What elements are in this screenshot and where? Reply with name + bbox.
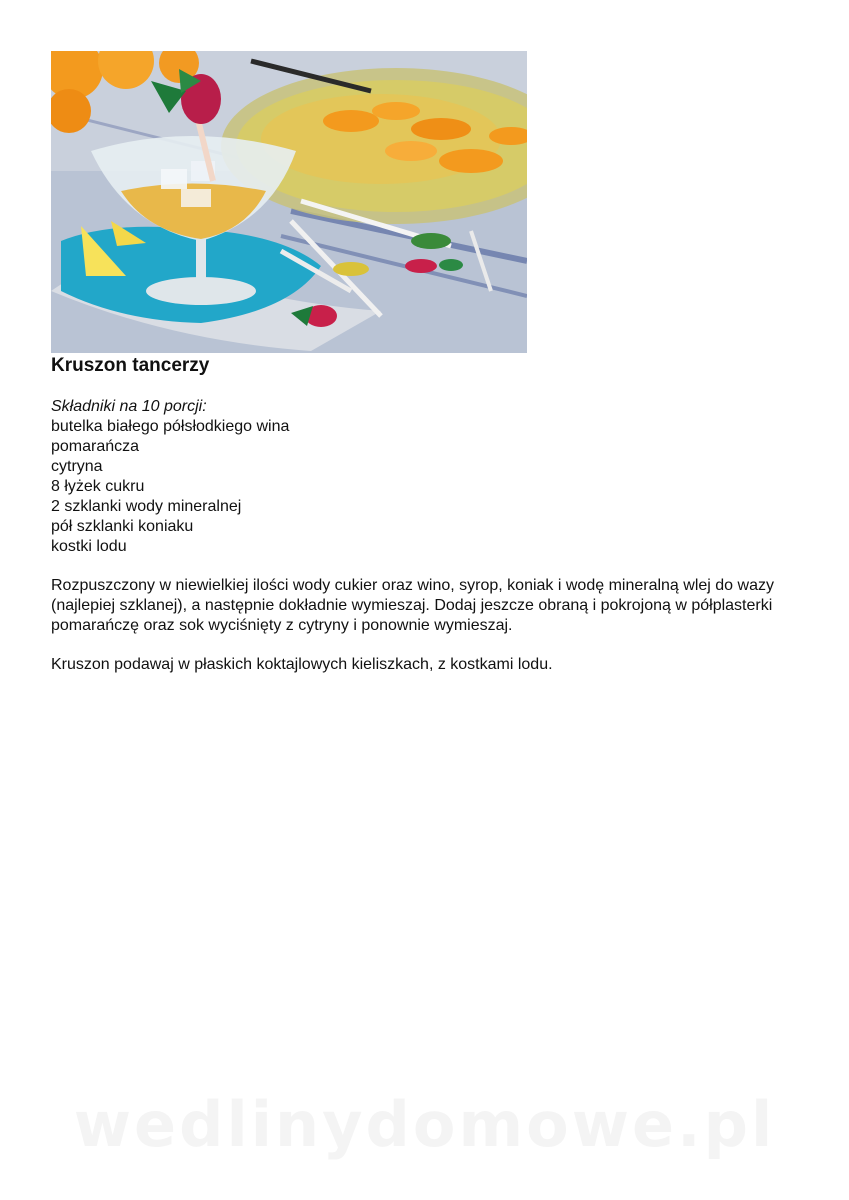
ingredients-heading: Składniki na 10 porcji: <box>51 398 207 415</box>
ingredient-item: 2 szklanki wody mineralnej <box>51 498 242 515</box>
serving-paragraph: Kruszon podawaj w płaskich koktajlowych kieliszkach, z kostkami lodu. <box>51 656 553 673</box>
ingredient-item: 8 łyżek cukru <box>51 478 145 495</box>
watermark: wedlinydomowe.pl <box>73 1088 776 1161</box>
ingredient-item: cytryna <box>51 458 103 475</box>
ingredient-item: butelka białego półsłodkiego wina <box>51 418 290 435</box>
instructions-paragraph: Rozpuszczony w niewielkiej ilości wody cukier oraz wino, syrop, koniak i wodę mineralną wlej do wazy (najlepiej szklanej), a następnie dokładnie wymieszaj. Dodaj jeszcze obraną i pokrojoną w półplasterki pomarańczę oraz sok wyciśnięty z cytryny i ponownie wymieszaj. <box>51 577 774 634</box>
recipe-title: Kruszon tancerzy <box>51 355 210 376</box>
recipe-photo <box>51 51 527 353</box>
ingredient-item: kostki lodu <box>51 538 127 555</box>
ingredients-list <box>51 397 289 557</box>
ingredient-item: pomarańcza <box>51 438 140 455</box>
ingredient-item: pół szklanki koniaku <box>51 518 194 535</box>
